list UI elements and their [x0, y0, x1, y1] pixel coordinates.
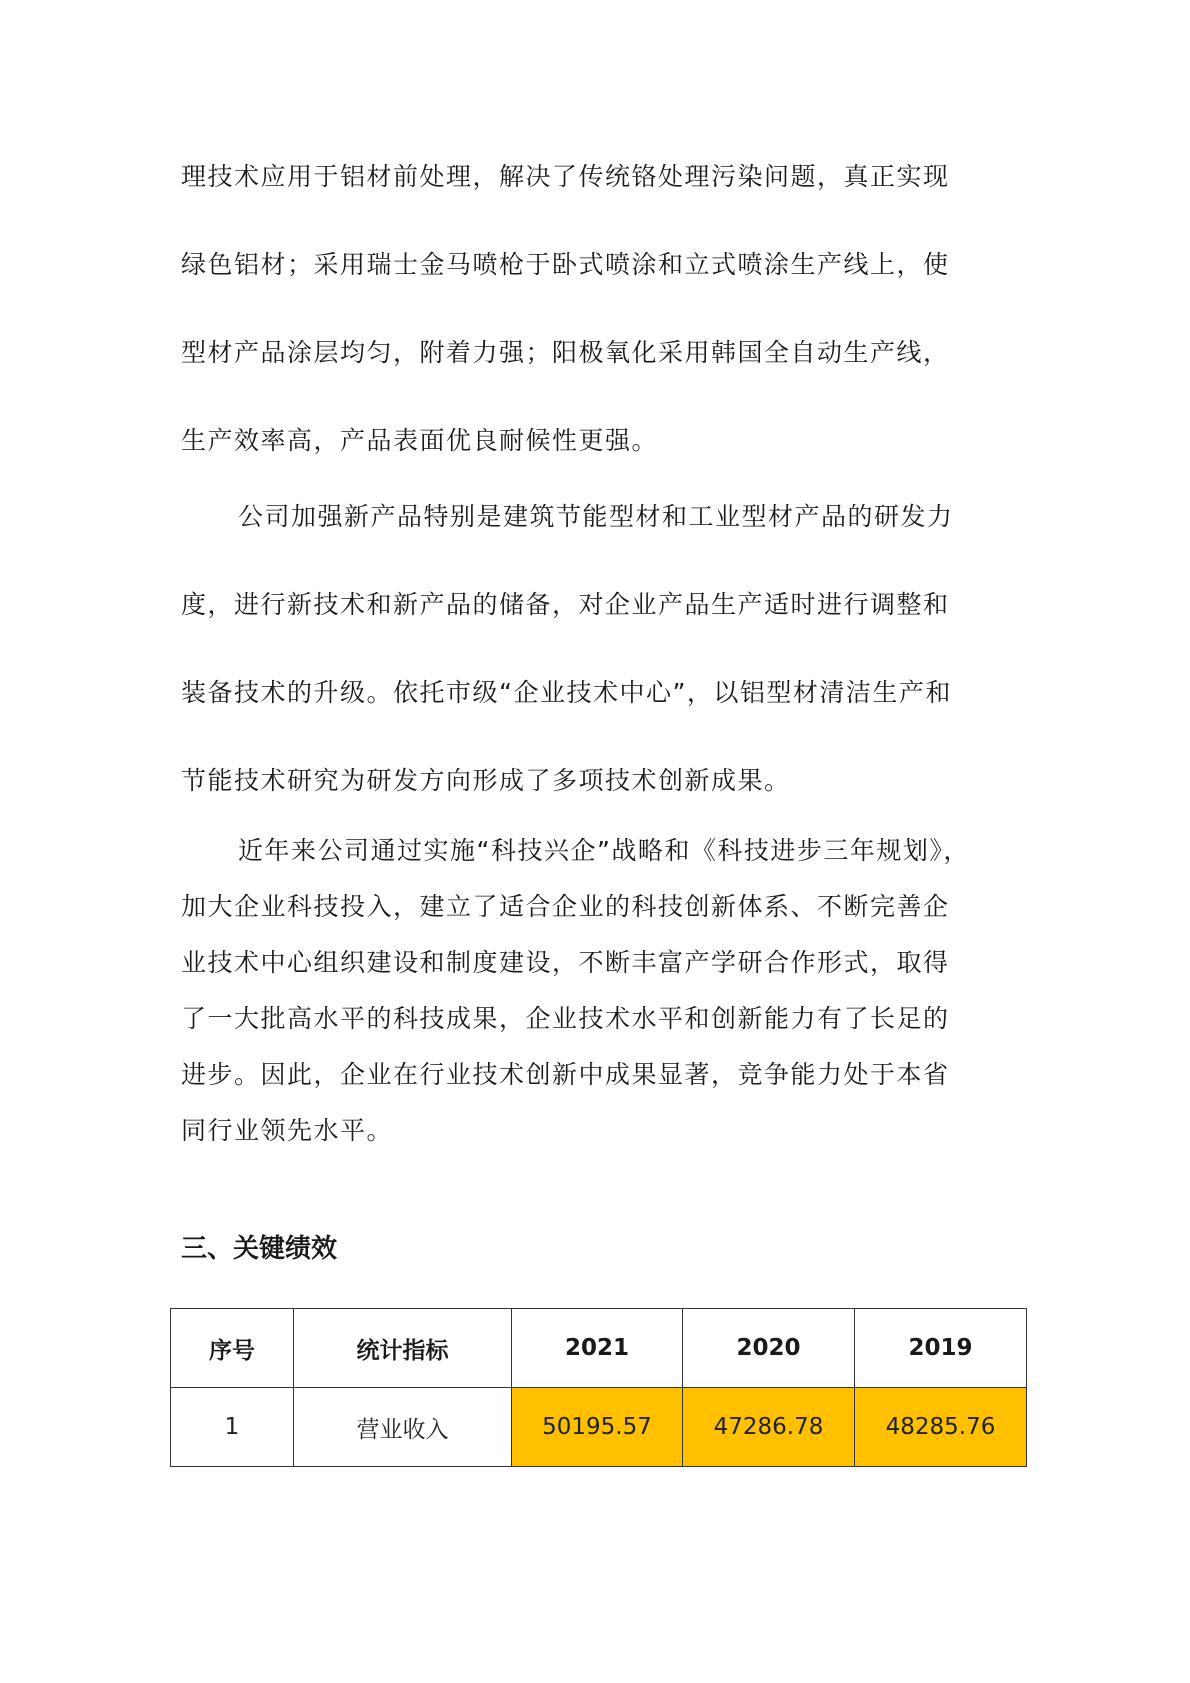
cell-index: 1: [171, 1388, 294, 1467]
paragraph-1-line-2: 绿色铝材；采用瑞士金马喷枪于卧式喷涂和立式喷涂生产线上，使: [181, 250, 950, 279]
table-header-row: [171, 1309, 1027, 1388]
paragraph-1-line-4: 生产效率高，产品表面优良耐候性更强。: [181, 426, 659, 455]
paragraph-3-line-2: 加大企业科技投入，建立了适合企业的科技创新体系、不断完善企: [181, 892, 950, 921]
paragraph-2-line-4: 节能技术研究为研发方向形成了多项技术创新成果。: [181, 766, 791, 795]
paragraph-3-line-3: 业技术中心组织建设和制度建设，不断丰富产学研合作形式，取得: [181, 948, 950, 977]
key-performance-table: [170, 1308, 1027, 1467]
header-year-2021: 2021: [512, 1309, 683, 1388]
header-year-2019: 2019: [855, 1309, 1027, 1388]
paragraph-2-line-3: 装备技术的升级。依托市级“企业技术中心”，以铝型材清洁生产和: [181, 678, 952, 707]
header-indicator: 统计指标: [294, 1309, 512, 1388]
cell-value-2019: 48285.76: [855, 1388, 1027, 1467]
paragraph-3-line-6: 同行业领先水平。: [181, 1116, 394, 1145]
paragraph-2-line-1: 公司加强新产品特别是建筑节能型材和工业型材产品的研发力: [238, 502, 954, 531]
section-heading: 三、关键绩效: [181, 1234, 338, 1264]
paragraph-3-line-4: 了一大批高水平的科技成果，企业技术水平和创新能力有了长足的: [181, 1004, 950, 1033]
cell-value-2021: 50195.57: [512, 1388, 683, 1467]
table-row: [171, 1388, 1027, 1467]
cell-indicator: 营业收入: [294, 1388, 512, 1467]
paragraph-1-line-3: 型材产品涂层均匀，附着力强；阳极氧化采用韩国全自动生产线，: [181, 338, 950, 367]
paragraph-3-line-5: 进步。因此，企业在行业技术创新中成果显著，竞争能力处于本省: [181, 1060, 950, 1089]
paragraph-1-line-1: 理技术应用于铝材前处理，解决了传统铬处理污染问题，真正实现: [181, 162, 950, 191]
cell-value-2020: 47286.78: [683, 1388, 855, 1467]
paragraph-3-line-1: 近年来公司通过实施“科技兴企”战略和《科技进步三年规划》，: [238, 836, 970, 865]
paragraph-2-line-2: 度，进行新技术和新产品的储备，对企业产品生产适时进行调整和: [181, 590, 950, 619]
header-year-2020: 2020: [683, 1309, 855, 1388]
header-index: 序号: [171, 1309, 294, 1388]
